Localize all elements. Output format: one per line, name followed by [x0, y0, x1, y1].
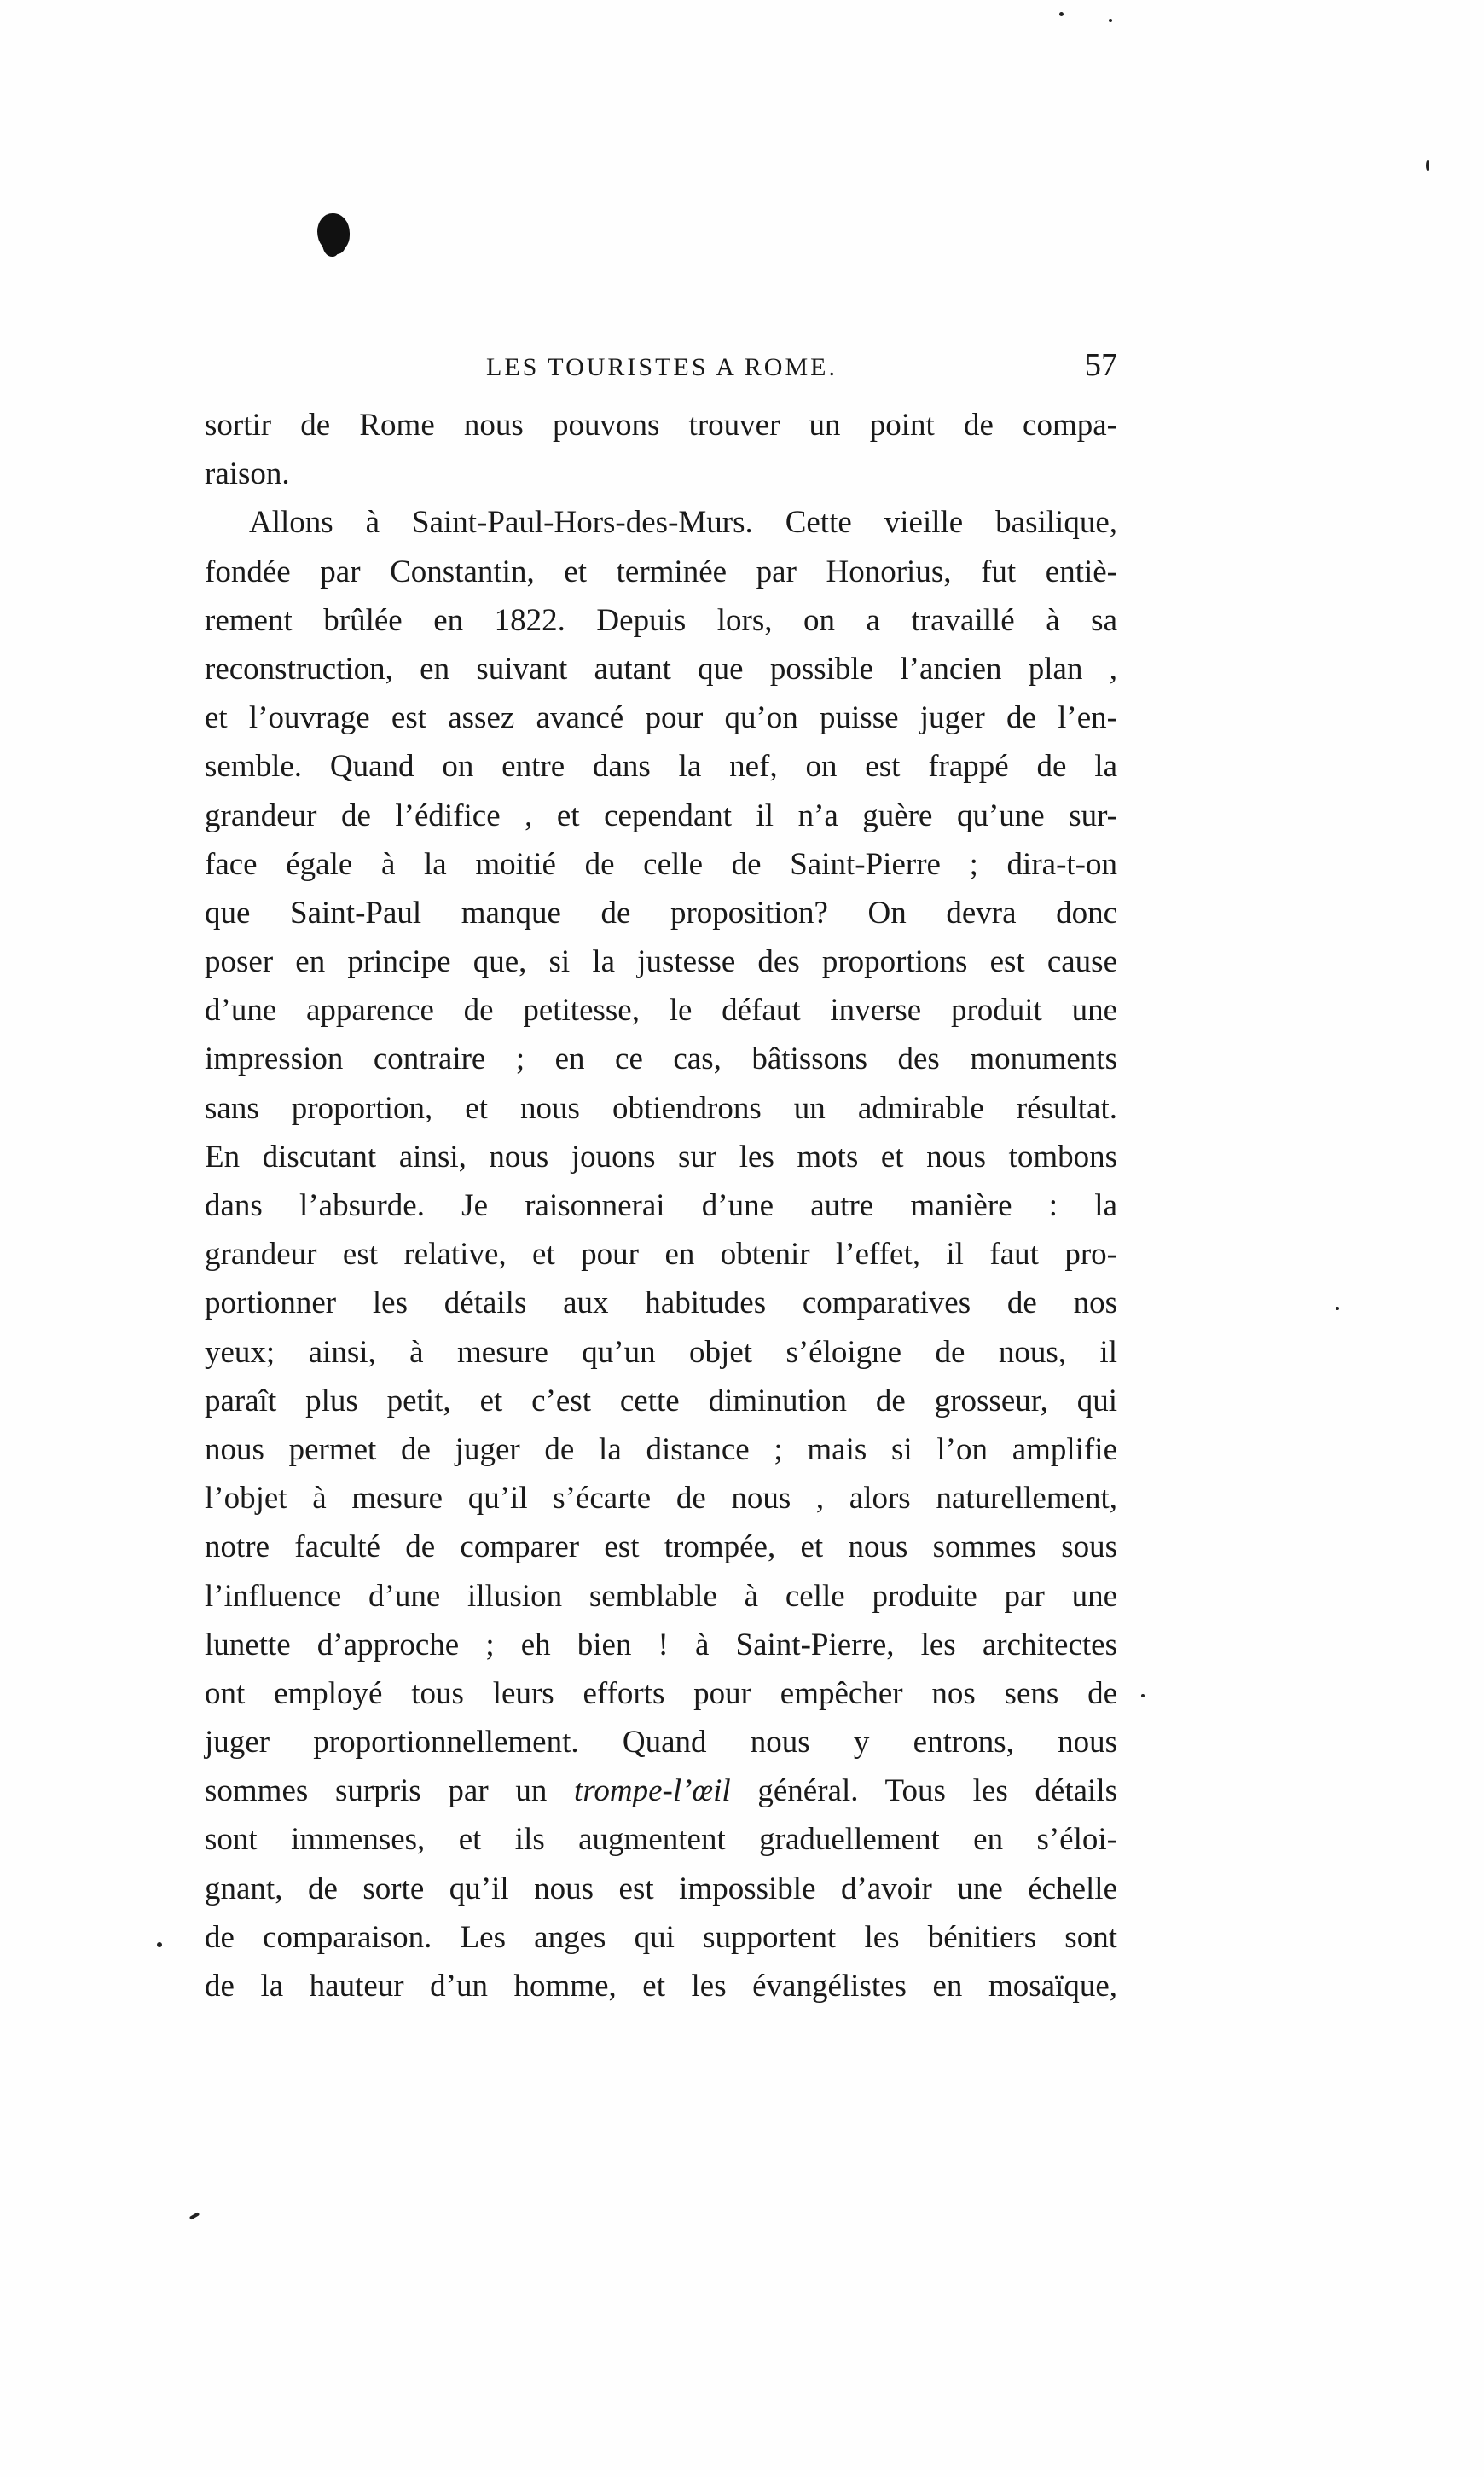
paper-speck [1059, 12, 1064, 16]
text-line: portionner les détails aux habitudes comparatives de nos [205, 1285, 1117, 1321]
text-fragment: général. Tous les détails [730, 1773, 1117, 1809]
text-line: grandeur est relative, et pour en obtenir l’effet, il faut pro- [205, 1237, 1117, 1273]
text-line: fondée par Constantin, et terminée par Honorius, fut entiè- [205, 554, 1117, 589]
paper-speck [1109, 19, 1112, 22]
text-line: d’une apparence de petitesse, le défaut inverse produit une [205, 993, 1117, 1029]
text-line: de comparaison. Les anges qui supportent les bénitiers sont [205, 1919, 1117, 1955]
text-line: l’objet à mesure qu’il s’écarte de nous , alors naturellement, [205, 1481, 1117, 1517]
paper-speck [189, 2212, 200, 2219]
text-line: juger proportionnellement. Quand nous y entrons, nous [205, 1725, 1117, 1761]
text-line: semble. Quand on entre dans la nef, on est frappé de la [205, 749, 1117, 785]
paper-speck [157, 1942, 162, 1947]
body-text [205, 401, 1117, 2010]
running-title: LES TOURISTES A ROME. [486, 353, 838, 381]
text-line: sans proportion, et nous obtiendrons un admirable résultat. [205, 1090, 1117, 1126]
text-line: l’influence d’une illusion semblable à celle produite par une [205, 1578, 1117, 1614]
text-line: impression contraire ; en ce cas, bâtissons des monuments [205, 1041, 1117, 1077]
text-line: sortir de Rome nous pouvons trouver un point de compa- [205, 408, 1117, 443]
text-line: En discutant ainsi, nous jouons sur les mots et nous tombons [205, 1139, 1117, 1175]
text-line: nous permet de juger de la distance ; mais si l’on amplifie [205, 1431, 1117, 1467]
text-line: paraît plus petit, et c’est cette diminution de grosseur, qui [205, 1383, 1117, 1418]
text-line: dans l’absurde. Je raisonnerai d’une autre manière : la [205, 1188, 1117, 1223]
text-line: sont immenses, et ils augmentent graduellement en s’éloi- [205, 1822, 1117, 1858]
paper-speck [1426, 160, 1429, 171]
text-line: poser en principe que, si la justesse des proportions est cause [205, 944, 1117, 980]
page-header [205, 346, 1117, 389]
text-line: raison. [205, 456, 290, 492]
text-line: de la hauteur d’un homme, et les évangélistes en mosaïque, [205, 1969, 1117, 2004]
text-line: lunette d’approche ; eh bien ! à Saint-Pierre, les architectes [205, 1627, 1117, 1662]
text-line: que Saint-Paul manque de proposition? On devra donc [205, 895, 1117, 931]
text-line: grandeur de l’édifice , et cependant il n’a guère qu’une sur- [205, 798, 1117, 833]
paper-speck [1336, 1307, 1339, 1310]
text-line: yeux; ainsi, à mesure qu’un objet s’éloigne de nous, il [205, 1334, 1117, 1370]
text-line-italic [205, 1766, 1117, 1815]
text-line: ont employé tous leurs efforts pour empêcher nos sens de [205, 1675, 1117, 1711]
text-line: et l’ouvrage est assez avancé pour qu’on puisse juger de l’en- [205, 700, 1117, 736]
text-line: gnant, de sorte qu’il nous est impossible d’avoir une échelle [205, 1871, 1117, 1906]
text-fragment: sommes surpris par un [205, 1773, 575, 1809]
text-line: Allons à Saint-Paul-Hors-des-Murs. Cette vieille basilique, [249, 505, 1117, 541]
ink-blot-mark [317, 213, 350, 252]
italic-term: trompe-l’œil [574, 1773, 731, 1809]
text-line: notre faculté de comparer est trompée, et nous sommes sous [205, 1529, 1117, 1565]
page-number: 57 [1085, 347, 1117, 383]
text-line: rement brûlée en 1822. Depuis lors, on a travaillé à sa [205, 602, 1117, 638]
text-line: face égale à la moitié de celle de Saint-Pierre ; dira-t-on [205, 846, 1117, 882]
paper-speck [1141, 1694, 1145, 1697]
text-line: reconstruction, en suivant autant que possible l’ancien plan , [205, 651, 1117, 687]
